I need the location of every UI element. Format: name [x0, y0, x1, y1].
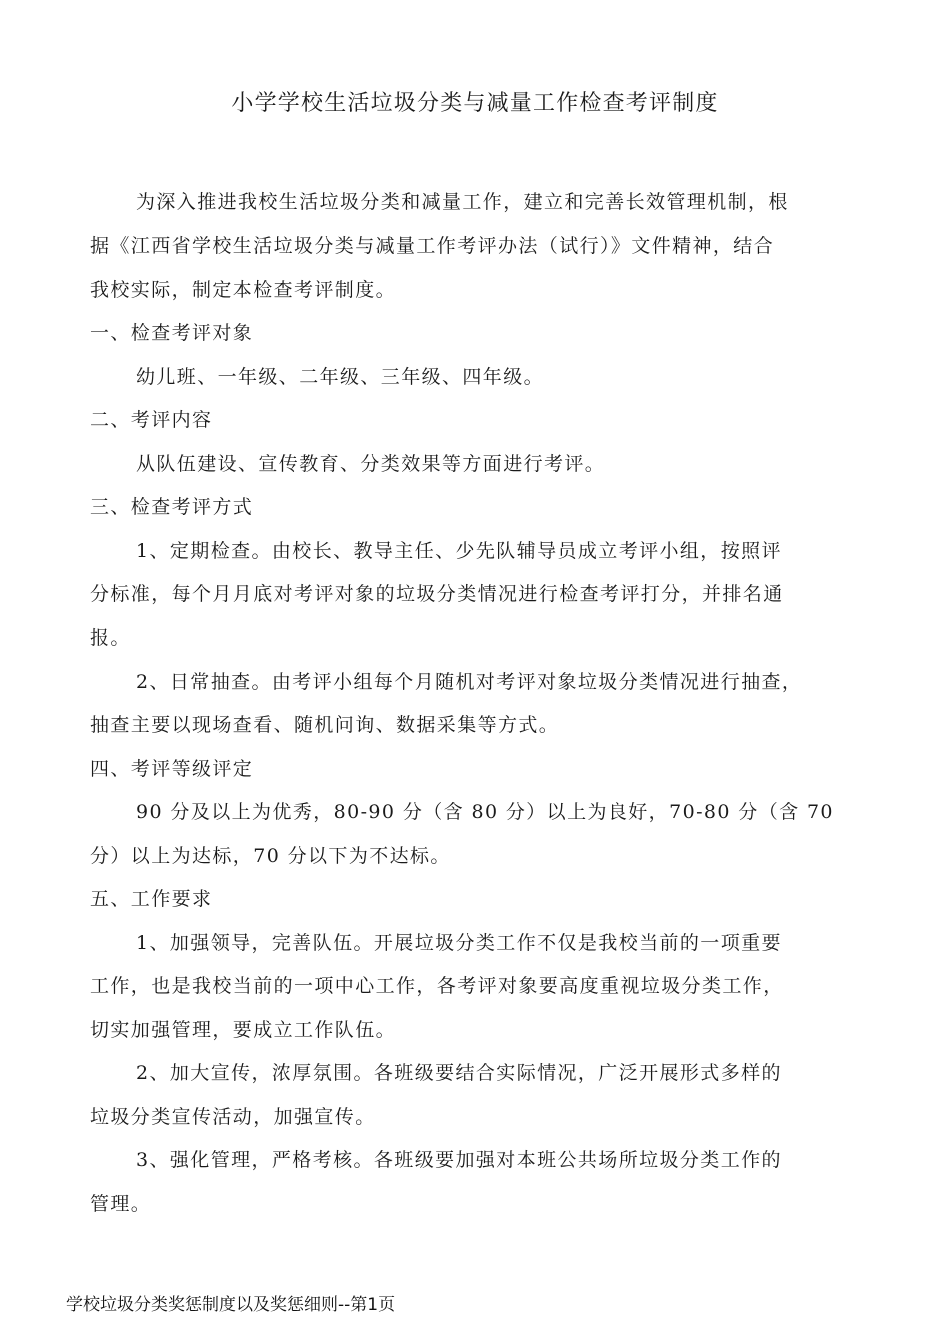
paragraph-line: 切实加强管理，要成立工作队伍。	[90, 1019, 397, 1041]
section-heading: 五、工作要求	[90, 888, 213, 910]
paragraph-line: 我校实际，制定本检查考评制度。	[90, 279, 397, 301]
paragraph-line: 管理。	[90, 1193, 152, 1215]
paragraph-line: 工作，也是我校当前的一项中心工作，各考评对象要高度重视垃圾分类工作，	[90, 975, 784, 997]
paragraph-line: 抽查主要以现场查看、随机问询、数据采集等方式。	[90, 714, 560, 736]
paragraph-line: 3、强化管理，严格考核。各班级要加强对本班公共场所垃圾分类工作的	[136, 1149, 782, 1171]
document-title: 小学学校生活垃圾分类与减量工作检查考评制度	[231, 91, 719, 116]
section-heading: 三、检查考评方式	[90, 496, 254, 518]
paragraph-line: 为深入推进我校生活垃圾分类和减量工作，建立和完善长效管理机制，根	[136, 191, 789, 213]
paragraph-line: 垃圾分类宣传活动，加强宣传。	[90, 1106, 376, 1128]
section-heading: 一、检查考评对象	[90, 322, 254, 344]
paragraph-line: 据《江西省学校生活垃圾分类与减量工作考评办法（试行）》文件精神，结合	[90, 235, 775, 257]
paragraph-line: 2、日常抽查。由考评小组每个月随机对考评对象垃圾分类情况进行抽查，	[136, 671, 803, 693]
section-heading: 四、考评等级评定	[90, 758, 254, 780]
paragraph-line: 幼儿班、一年级、二年级、三年级、四年级。	[136, 366, 545, 388]
page-footer: 学校垃圾分类奖惩制度以及奖惩细则--第1页	[66, 1295, 396, 1315]
paragraph-line: 90 分及以上为优秀，80-90 分（含 80 分）以上为良好，70-80 分（含 70	[136, 801, 834, 823]
paragraph-line: 1、定期检查。由校长、教导主任、少先队辅导员成立考评小组，按照评	[136, 540, 782, 562]
section-heading: 二、考评内容	[90, 409, 213, 431]
paragraph-line: 分）以上为达标，70 分以下为不达标。	[90, 845, 451, 867]
paragraph-line: 2、加大宣传，浓厚氛围。各班级要结合实际情况，广泛开展形式多样的	[136, 1062, 782, 1084]
paragraph-line: 分标准，每个月月底对考评对象的垃圾分类情况进行检查考评打分，并排名通	[90, 583, 784, 605]
paragraph-line: 从队伍建设、宣传教育、分类效果等方面进行考评。	[136, 453, 606, 475]
paragraph-line: 1、加强领导，完善队伍。开展垃圾分类工作不仅是我校当前的一项重要	[136, 932, 782, 954]
paragraph-line: 报。	[90, 627, 131, 649]
